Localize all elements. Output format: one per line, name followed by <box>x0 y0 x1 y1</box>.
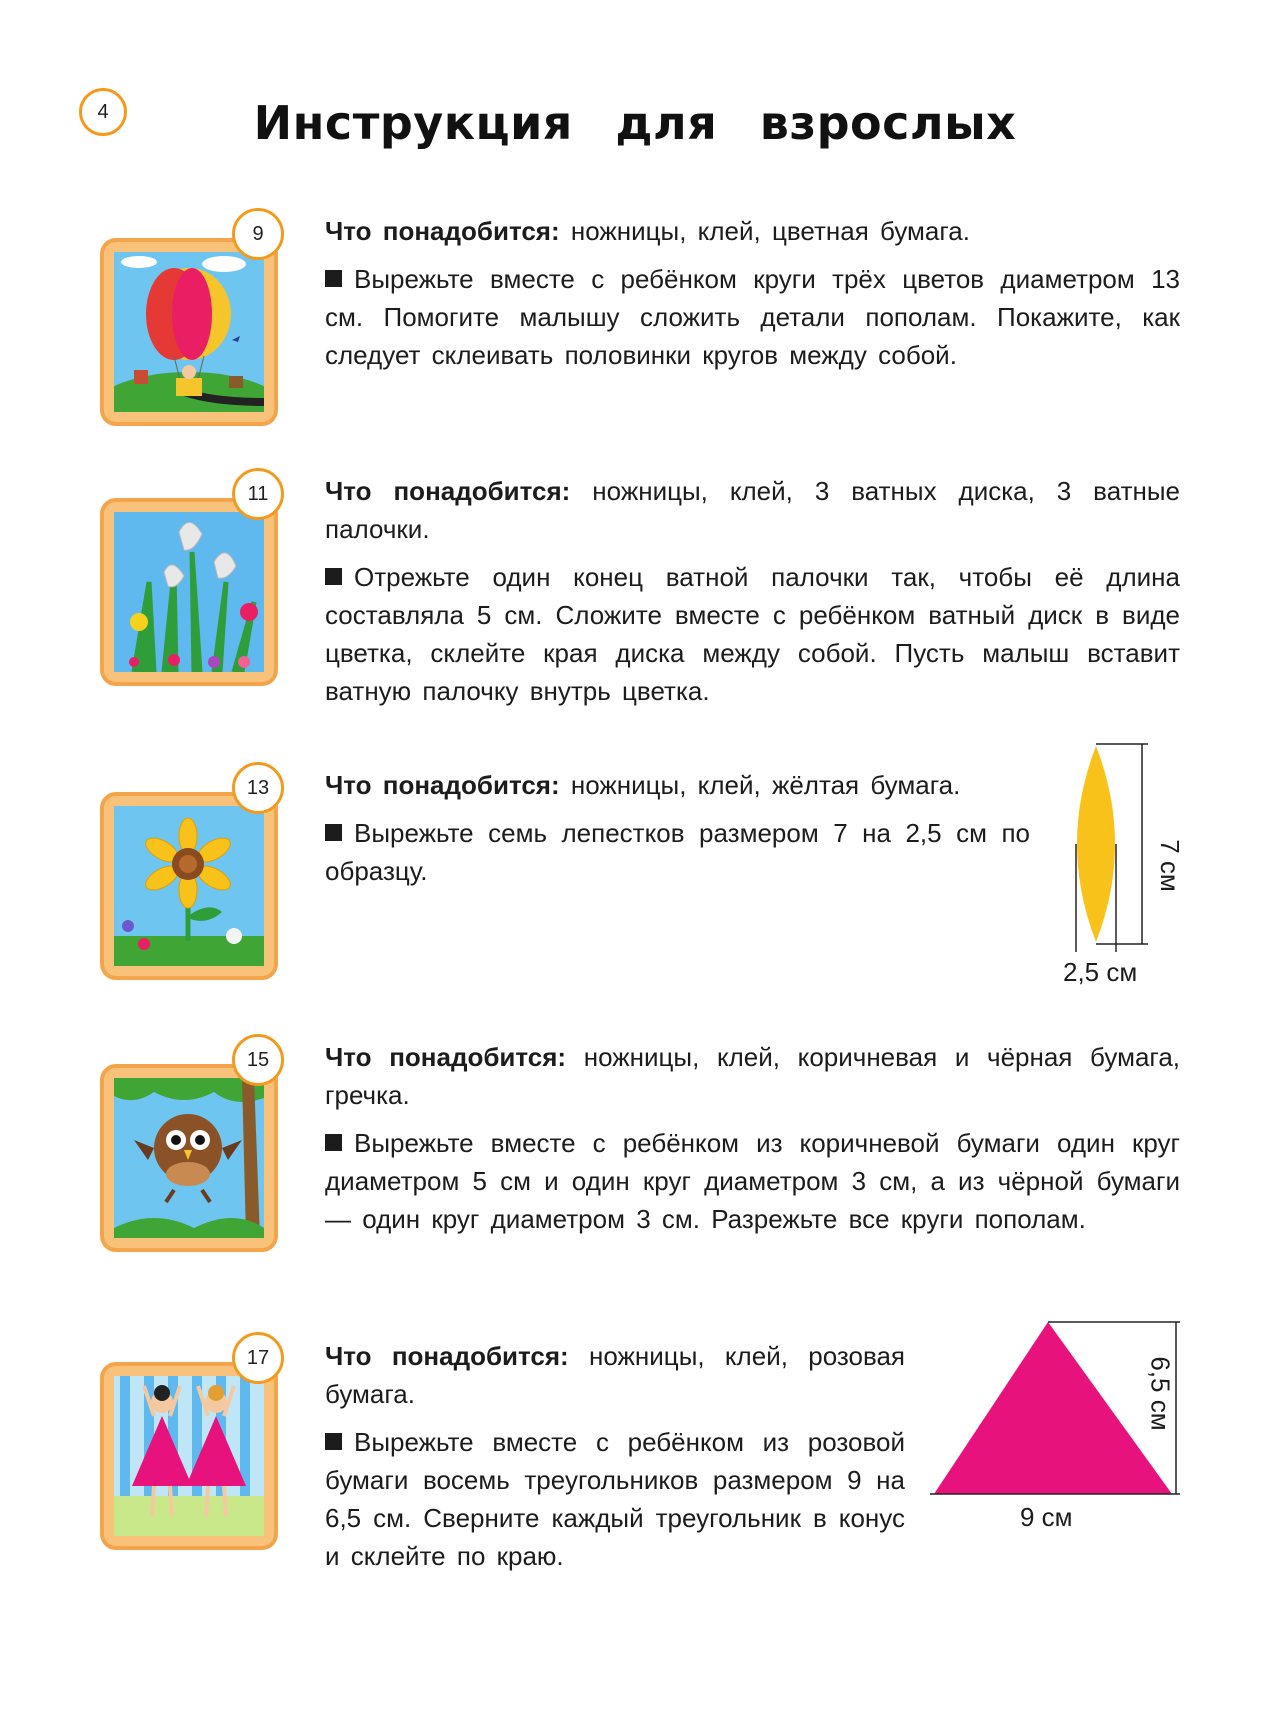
materials-line <box>325 472 1180 548</box>
petal-diagram <box>1060 740 1150 960</box>
petal-width-label: 2,5 см <box>1063 957 1138 987</box>
materials-text: ножницы, клей, розовая бумага. <box>325 1341 906 1409</box>
thumbnail-owl <box>100 1064 278 1252</box>
owl-craft-icon <box>114 1078 264 1238</box>
page-ref: 15 <box>246 1048 270 1071</box>
instruction-text: Вырежьте вместе с ребёнком из коричневой бумаги один круг диаметром 5 см и один круг диаметром 3 см, а из чёрной бумаги — один круг диаметром 3 см. Разрежьте все круги пополам. <box>325 1128 1180 1234</box>
instruction-section <box>325 766 1030 900</box>
petal-height-label: 7 см <box>1154 839 1185 892</box>
materials-text: ножницы, клей, 3 ватных диска, 3 ватные палочки. <box>325 476 1181 544</box>
petal-shape <box>1077 746 1115 942</box>
page-ref-badge <box>232 208 284 260</box>
materials-line <box>325 1337 905 1413</box>
instruction-line <box>325 814 1030 890</box>
materials-text: ножницы, клей, коричневая и чёрная бумага, гречка. <box>325 1042 1180 1110</box>
page-ref: 13 <box>246 776 270 799</box>
page-ref: 9 <box>252 222 264 245</box>
instruction-section <box>325 1038 1180 1248</box>
bullet-square-icon <box>325 568 342 585</box>
triangle-side-label: 6,5 см <box>1145 1356 1176 1431</box>
bullet-square-icon <box>325 824 342 841</box>
materials-text: ножницы, клей, цветная бумага. <box>570 216 970 246</box>
bullet-square-icon <box>325 1433 342 1450</box>
materials-line <box>325 212 1180 250</box>
page-ref-badge <box>232 468 284 520</box>
instruction-section <box>325 1337 905 1585</box>
instruction-text: Вырежьте вместе с ребёнком круги трёх цветов диаметром 13 см. Помогите малышу сложить детали пополам. Покажите, как следует склеивать половинки кругов между собой. <box>325 264 1180 370</box>
page-ref-badge <box>232 762 284 814</box>
thumbnail-ballerinas <box>100 1362 278 1550</box>
instruction-text: Вырежьте семь лепестков размером 7 на 2,5 см по образцу. <box>325 818 1030 886</box>
thumbnail-lilies <box>100 498 278 686</box>
page-ref-badge <box>232 1332 284 1384</box>
page-ref: 11 <box>247 482 269 505</box>
instruction-line <box>325 1124 1180 1238</box>
bullet-square-icon <box>325 270 342 287</box>
materials-label: Что понадобится: <box>325 770 560 800</box>
materials-label: Что понадобится: <box>325 1341 569 1371</box>
instruction-line <box>325 558 1180 710</box>
materials-label: Что понадобится: <box>325 1042 567 1072</box>
page-title: Инструкция для взрослых <box>253 96 1017 150</box>
triangle-shape <box>934 1322 1172 1494</box>
bullet-square-icon <box>325 1134 342 1151</box>
materials-text: ножницы, клей, жёлтая бумага. <box>570 770 961 800</box>
hot-air-balloon-craft-icon <box>114 252 264 412</box>
materials-label: Что понадобится: <box>325 216 560 246</box>
instruction-section <box>325 472 1180 720</box>
instruction-line <box>325 1423 905 1575</box>
sunflower-craft-icon <box>114 806 264 966</box>
instruction-text: Вырежьте вместе с ребёнком из розовой бумаги восемь треугольников размером 9 на 6,5 см. Сверните каждый треугольник в конус и склейте по краю. <box>325 1427 905 1571</box>
page-ref-badge <box>232 1034 284 1086</box>
materials-line <box>325 1038 1180 1114</box>
instruction-section <box>325 212 1180 384</box>
calla-lily-craft-icon <box>114 512 264 672</box>
materials-line <box>325 766 1030 804</box>
triangle-base-label: 9 см <box>1020 1502 1073 1532</box>
page-number: 4 <box>97 100 109 123</box>
instruction-line <box>325 260 1180 374</box>
materials-label: Что понадобится: <box>325 476 571 506</box>
thumbnail-sunflower <box>100 792 278 980</box>
thumbnail-balloon <box>100 238 278 426</box>
ballerinas-craft-icon <box>114 1376 264 1536</box>
page-ref: 17 <box>246 1346 270 1369</box>
instruction-text: Отрежьте один конец ватной палочки так, чтобы её длина составляла 5 см. Сложите вместе с ребёнком ватный диск в виде цветка, склейте края диска между собой. Пусть малыш вставит ватную палочку внутрь цветка. <box>325 562 1180 706</box>
triangle-diagram <box>926 1318 1180 1508</box>
